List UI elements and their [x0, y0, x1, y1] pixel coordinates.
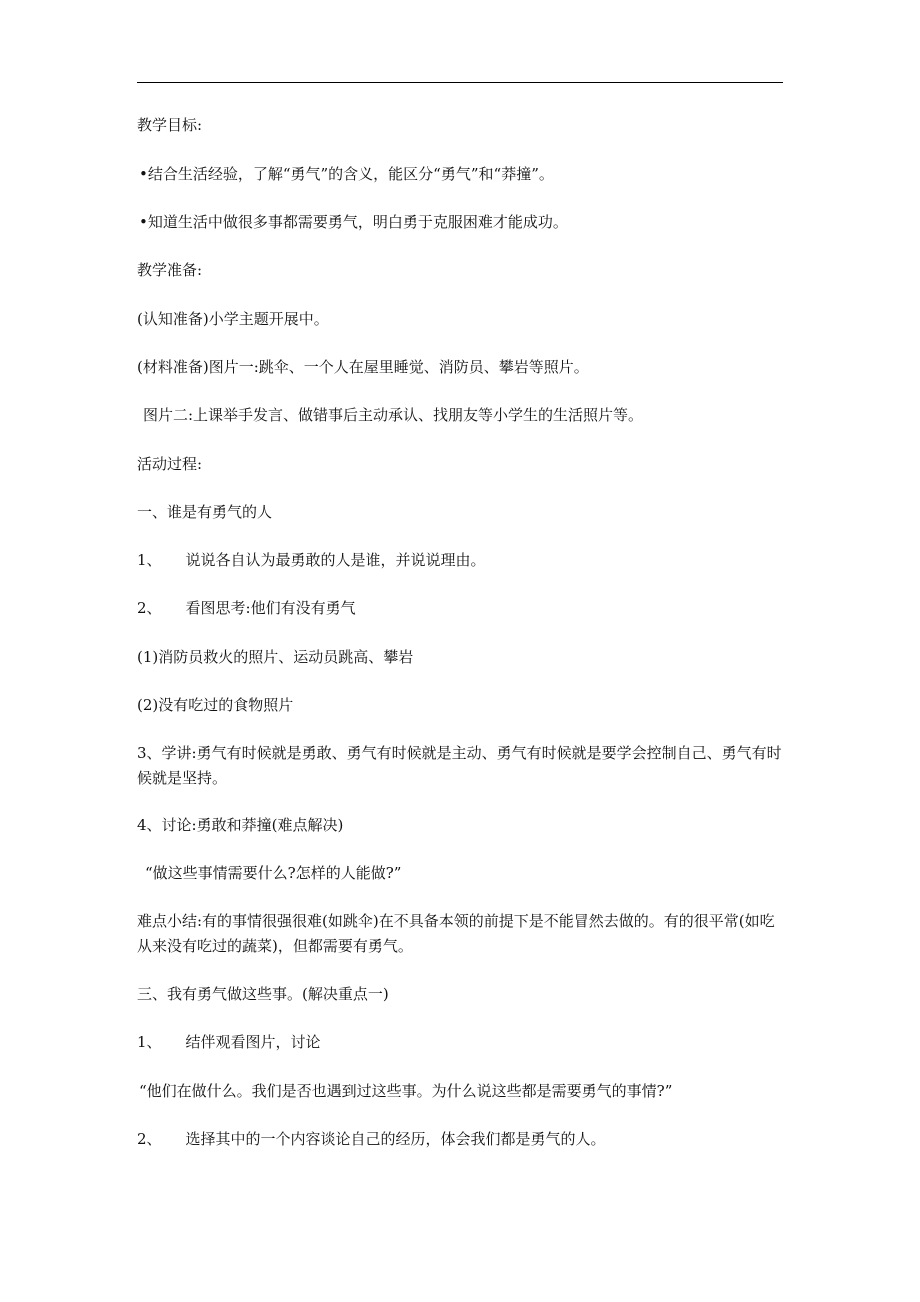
item-number: 2、 — [137, 1130, 162, 1148]
section-heading: 一、谁是有勇气的人 — [137, 503, 273, 521]
goal-item: •知道生活中做很多事都需要勇气，明白勇于克服困难才能成功。 — [139, 213, 568, 231]
quote-line: “做这些事情需要什么?怎样的人能做?” — [145, 864, 402, 882]
item-text: 结伴观看图片，讨论 — [185, 1033, 321, 1051]
numbered-item: 4、讨论:勇敢和莽撞(难点解决) — [137, 816, 344, 834]
goal-item: •结合生活经验，了解“勇气”的含义，能区分“勇气”和“莽撞”。 — [139, 165, 554, 183]
heading-teaching-goals: 教学目标: — [137, 116, 203, 134]
heading-activity-process: 活动过程: — [137, 455, 203, 473]
item-text: 选择其中的一个内容谈论自己的经历，体会我们都是勇气的人。 — [185, 1130, 606, 1148]
heading-teaching-preparation: 教学准备: — [137, 261, 203, 279]
item-text: 说说各自认为最勇敢的人是谁，并说说理由。 — [185, 551, 486, 569]
preparation-item: (认知准备)小学主题开展中。 — [137, 310, 329, 328]
item-number: 2、 — [137, 599, 162, 617]
preparation-item: 图片二:上课举手发言、做错事后主动承认、找朋友等小学生的生活照片等。 — [143, 406, 644, 424]
numbered-item — [137, 1129, 787, 1149]
quote-line: “他们在做什么。我们是否也遇到过这些事。为什么说这些都是需要勇气的事情?” — [139, 1082, 673, 1100]
numbered-item — [137, 550, 787, 570]
sub-item: (1)消防员救火的照片、运动员跳高、攀岩 — [137, 648, 414, 666]
sub-item: (2)没有吃过的食物照片 — [137, 696, 294, 714]
numbered-item — [137, 1032, 787, 1052]
numbered-item — [137, 598, 787, 618]
paragraph: 难点小结:有的事情很强很难(如跳伞)在不具备本领的前提下是不能冒然去做的。有的很平常(如吃从来没有吃过的蔬菜)，但都需要有勇气。 — [137, 912, 775, 955]
section-heading: 三、我有勇气做这些事。(解决重点一) — [137, 985, 389, 1003]
preparation-item: (材料准备)图片一:跳伞、一个人在屋里睡觉、消防员、攀岩等照片。 — [137, 358, 589, 376]
item-text: 看图思考:他们有没有勇气 — [185, 599, 356, 617]
paragraph: 3、学讲:勇气有时候就是勇敢、勇气有时候就是主动、勇气有时候就是要学会控制自己、勇气有时候就是坚持。 — [137, 744, 782, 787]
item-number: 1、 — [137, 551, 162, 569]
header-rule — [137, 82, 783, 83]
item-number: 1、 — [137, 1033, 162, 1051]
